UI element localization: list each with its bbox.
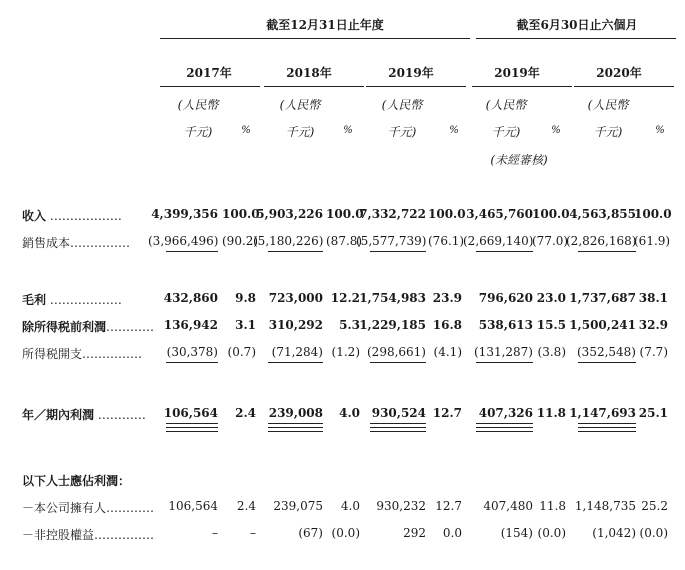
row-label-text: －非控股權益 — [22, 528, 95, 542]
subtotal-rule — [370, 362, 426, 363]
unaudited-label: (未經審核) — [490, 153, 548, 167]
dot-leader: …………… — [70, 236, 131, 250]
row-label-text: 除所得税前利潤 — [22, 320, 107, 334]
amount-cell: 1,754,983 — [359, 291, 426, 305]
subtotal-rule — [578, 362, 636, 363]
amount-cell: 106,564 — [163, 406, 218, 420]
amount-cell: (30,378) — [166, 345, 218, 359]
row-label-text: 以下人士應佔利潤： — [22, 474, 131, 488]
subtotal-rule — [166, 362, 218, 363]
total-double-rule — [268, 431, 323, 432]
year-2017: 2017年 — [186, 66, 232, 80]
dot-leader: …………… — [82, 347, 143, 361]
amount-cell: 136,942 — [163, 318, 218, 332]
dot-leader: ……………… — [46, 209, 122, 223]
amount-cell: (131,287) — [474, 345, 533, 359]
amount-cell: 106,564 — [168, 499, 218, 513]
subtotal-rule — [370, 251, 426, 252]
unit-label: (人民幣 — [587, 98, 629, 112]
percent-cell: (4.1) — [433, 345, 462, 359]
amount-cell: 239,075 — [273, 499, 323, 513]
amount-cell: 1,148,735 — [574, 499, 636, 513]
amount-cell: – — [212, 526, 218, 540]
pct-header: % — [449, 125, 459, 136]
year-2020-h1: 2020年 — [596, 66, 642, 80]
amount-cell: (5,180,226) — [253, 234, 324, 248]
percent-cell: 25.1 — [638, 406, 668, 420]
amount-cell: (352,548) — [577, 345, 636, 359]
percent-cell: (90.2) — [222, 234, 259, 248]
pct-header: % — [655, 125, 665, 136]
total-double-rule — [166, 431, 218, 432]
percent-cell: (1.2) — [331, 345, 360, 359]
percent-cell: 100.0 — [326, 207, 364, 221]
percent-cell: 32.9 — [638, 318, 668, 332]
amount-cell: (71,284) — [271, 345, 323, 359]
row-label — [22, 291, 122, 308]
year-2019: 2019年 — [388, 66, 434, 80]
percent-cell: (0.0) — [639, 526, 668, 540]
amount-cell: 432,860 — [163, 291, 218, 305]
percent-cell: 0.0 — [442, 526, 462, 540]
total-double-rule — [476, 431, 533, 432]
unit-label: (人民幣 — [279, 98, 321, 112]
amount-cell: (1,042) — [592, 526, 636, 540]
amount-cell: 3,465,760 — [466, 207, 533, 221]
percent-cell: 11.8 — [539, 499, 566, 513]
subtotal-rule — [476, 362, 533, 363]
amount-cell: (298,661) — [367, 345, 426, 359]
percent-cell: (87.8) — [326, 234, 363, 248]
percent-cell: 12.2 — [330, 291, 360, 305]
percent-cell: (76.1) — [428, 234, 465, 248]
percent-cell: 16.8 — [432, 318, 462, 332]
percent-cell: 15.5 — [536, 318, 566, 332]
row-label-text: 銷售成本 — [22, 236, 71, 250]
amount-cell: 723,000 — [268, 291, 323, 305]
percent-cell: 38.1 — [638, 291, 668, 305]
amount-cell: 4,399,356 — [151, 207, 218, 221]
amount-cell: 407,326 — [478, 406, 533, 420]
percent-cell: (0.0) — [331, 526, 360, 540]
amount-cell: 796,620 — [478, 291, 533, 305]
pct-header: % — [241, 125, 251, 136]
unit-label: (人民幣 — [177, 98, 219, 112]
total-double-rule — [476, 427, 533, 428]
row-label — [22, 207, 122, 224]
percent-cell: 2.4 — [235, 406, 256, 420]
percent-cell: 5.3 — [339, 318, 360, 332]
amount-cell: (3,966,496) — [148, 234, 219, 248]
total-double-rule — [166, 427, 218, 428]
amount-cell: 1,229,185 — [359, 318, 426, 332]
row-label — [22, 234, 130, 251]
amount-cell: (2,669,140) — [463, 234, 534, 248]
percent-cell: 25.2 — [641, 499, 668, 513]
rule-six-months — [476, 38, 676, 39]
percent-cell: 23.9 — [432, 291, 462, 305]
total-double-rule — [370, 431, 426, 432]
subtotal-rule — [268, 362, 323, 363]
percent-cell: 4.0 — [339, 406, 360, 420]
amount-cell: 930,232 — [376, 499, 426, 513]
row-label-text: 收入 — [22, 209, 47, 223]
rule-2019 — [366, 86, 466, 87]
amount-cell: (2,826,168) — [566, 234, 637, 248]
amount-cell: 538,613 — [478, 318, 533, 332]
amount-cell: 1,500,241 — [569, 318, 636, 332]
dot-leader: …………… — [94, 528, 155, 542]
percent-cell: 9.8 — [235, 291, 256, 305]
header-full-year: 截至12月31日止年度 — [266, 18, 384, 32]
unit-label: 千元) — [387, 125, 417, 139]
rule-2020-h1 — [574, 86, 674, 87]
percent-cell: 100.0 — [222, 207, 260, 221]
dot-leader: ……………… — [46, 293, 122, 307]
row-label — [22, 406, 146, 423]
percent-cell: (7.7) — [639, 345, 668, 359]
dot-leader: ………… — [94, 408, 146, 422]
amount-cell: (154) — [500, 526, 533, 540]
row-label-text: 毛利 — [22, 293, 47, 307]
row-label-text: 年／期內利潤 — [22, 408, 95, 422]
rule-2018 — [264, 86, 364, 87]
amount-cell: (67) — [298, 526, 323, 540]
amount-cell: 292 — [403, 526, 426, 540]
subtotal-rule — [166, 251, 218, 252]
amount-cell: 4,563,855 — [569, 207, 636, 221]
amount-cell: 5,903,226 — [256, 207, 323, 221]
amount-cell: (5,577,739) — [356, 234, 427, 248]
rule-2017 — [160, 86, 260, 87]
percent-cell: 4.0 — [340, 499, 360, 513]
rule-full-year — [160, 38, 470, 39]
rule-2019-h1 — [472, 86, 572, 87]
total-double-rule — [370, 427, 426, 428]
total-double-rule — [268, 427, 323, 428]
row-label — [22, 499, 154, 516]
header-six-months: 截至6月30日止六個月 — [516, 18, 638, 32]
amount-cell: 1,147,693 — [569, 406, 636, 420]
subtotal-rule — [268, 251, 323, 252]
percent-cell: 11.8 — [536, 406, 566, 420]
subtotal-rule — [578, 251, 636, 252]
unit-label: 千元) — [285, 125, 315, 139]
percent-cell: – — [250, 526, 256, 540]
amount-cell: 930,524 — [371, 406, 426, 420]
percent-cell: 3.1 — [235, 318, 256, 332]
percent-cell: 100.0 — [634, 207, 672, 221]
year-2019-h1: 2019年 — [494, 66, 540, 80]
pct-header: % — [551, 125, 561, 136]
amount-cell: 407,480 — [483, 499, 533, 513]
total-double-rule — [476, 423, 533, 424]
amount-cell: 239,008 — [268, 406, 323, 420]
total-double-rule — [268, 423, 323, 424]
amount-cell: 1,737,687 — [569, 291, 636, 305]
row-label — [22, 318, 154, 335]
subtotal-rule — [476, 251, 533, 252]
percent-cell: 12.7 — [435, 499, 462, 513]
percent-cell: (77.0) — [532, 234, 569, 248]
pct-header: % — [343, 125, 353, 136]
unit-label: 千元) — [491, 125, 521, 139]
total-double-rule — [578, 431, 636, 432]
row-label-text: 所得税開支 — [22, 347, 83, 361]
row-label — [22, 345, 142, 362]
amount-cell: 7,332,722 — [359, 207, 426, 221]
year-2018: 2018年 — [286, 66, 332, 80]
unit-label: (人民幣 — [381, 98, 423, 112]
percent-cell: 23.0 — [536, 291, 566, 305]
percent-cell: (3.8) — [537, 345, 566, 359]
percent-cell: 12.7 — [432, 406, 462, 420]
total-double-rule — [166, 423, 218, 424]
percent-cell: 2.4 — [236, 499, 256, 513]
total-double-rule — [578, 423, 636, 424]
row-label — [22, 526, 154, 543]
total-double-rule — [578, 427, 636, 428]
row-label — [22, 472, 130, 489]
row-label-text: －本公司擁有人 — [22, 501, 107, 515]
unit-label: 千元) — [183, 125, 213, 139]
unit-label: 千元) — [593, 125, 623, 139]
dot-leader: ………… — [106, 501, 155, 515]
percent-cell: (0.0) — [537, 526, 566, 540]
percent-cell: 100.0 — [532, 207, 570, 221]
total-double-rule — [370, 423, 426, 424]
unit-label: (人民幣 — [485, 98, 527, 112]
percent-cell: 100.0 — [428, 207, 466, 221]
dot-leader: ………… — [106, 320, 155, 334]
percent-cell: (0.7) — [227, 345, 256, 359]
amount-cell: 310,292 — [268, 318, 323, 332]
percent-cell: (61.9) — [634, 234, 671, 248]
